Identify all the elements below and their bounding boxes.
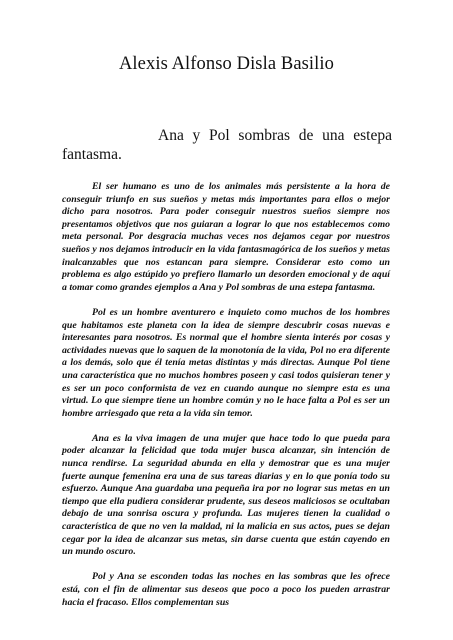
- paragraph-3: Ana es la viva imagen de una mujer que hace todo lo que pueda para poder alcanzar la felicidad que toda mujer busca alcanzar, sin intención de nunca rendirse. La seguridad abunda en ella y demostrar que es una mujer fuerte aunque femenina era una de sus tareas diarias y en lo que ponía todo su esfuerzo. Aunque Ana guardaba una pequeña ira por no lograr sus metas en un tiempo que ella pudiera considerar prudente, sus deseos maliciosos se ocultaban debajo de una sonrisa oscura y profunda. Las mujeres tienen la cualidad o característica de que no ven la maldad, ni la malicia en sus actos, pues se dejan cegar por la idea de alcanzar sus metas, sin darse cuenta que están cayendo en un mundo oscuro.: [62, 432, 390, 558]
- paragraph-4: Pol y Ana se esconden todas las noches en las sombras que les ofrece está, con el fin de alimentar sus deseos que poco a poco los pueden arrastrar hacia el fracaso. Ellos complementan sus: [62, 571, 390, 608]
- paragraph-2: Pol es un hombre aventurero e inquieto como muchos de los hombres que habitamos este planeta con la idea de siempre descubrir cosas nuevas e interesantes para nosotros. Es normal que el hombre sienta interés por cosas y actividades nuevas que lo saquen de la monotonía de la vida, Pol no era diferente a los demás, solo que él tenía metas distintas y más directas. Aunque Pol tiene una característica que no muchos hombres poseen y casi todos quisieran tener y es ser un poco conformista de vez en cuando aunque no siempre esta es una virtud. Lo que siempre tiene un hombre común y no le hace falta a Pol es ser un hombre arriesgado que reta a la vida sin temor.: [62, 306, 390, 419]
- document-title: [62, 126, 392, 164]
- document-body: [62, 181, 390, 622]
- paragraph-1: El ser humano es uno de los animales más persistente a la hora de conseguir triunfo en sus sueños y metas más importantes para ellos o mejor dicho para nosotros. Para poder conseguir nuestros sueños siempre nos presentamos objetivos que nos guiaran a lograr lo que nos establecemos como meta personal. Por desgracia muchas veces nos dejamos cegar por nuestros sueños y nos dejamos introducir en la vida fantasmagórica de los sueños y metas inalcanzables que nos estancan para siempre. Considerar esto como un problema es algo estúpido yo prefiero llamarlo un desorden emocional y de aquí a tomar como grandes ejemplos a Ana y Pol sombras de una estepa fantasma.: [62, 181, 390, 293]
- author-name: Alexis Alfonso Disla Basilio: [118, 54, 335, 74]
- title-text: Ana y Pol sombras de una estepa fantasma.: [62, 127, 392, 163]
